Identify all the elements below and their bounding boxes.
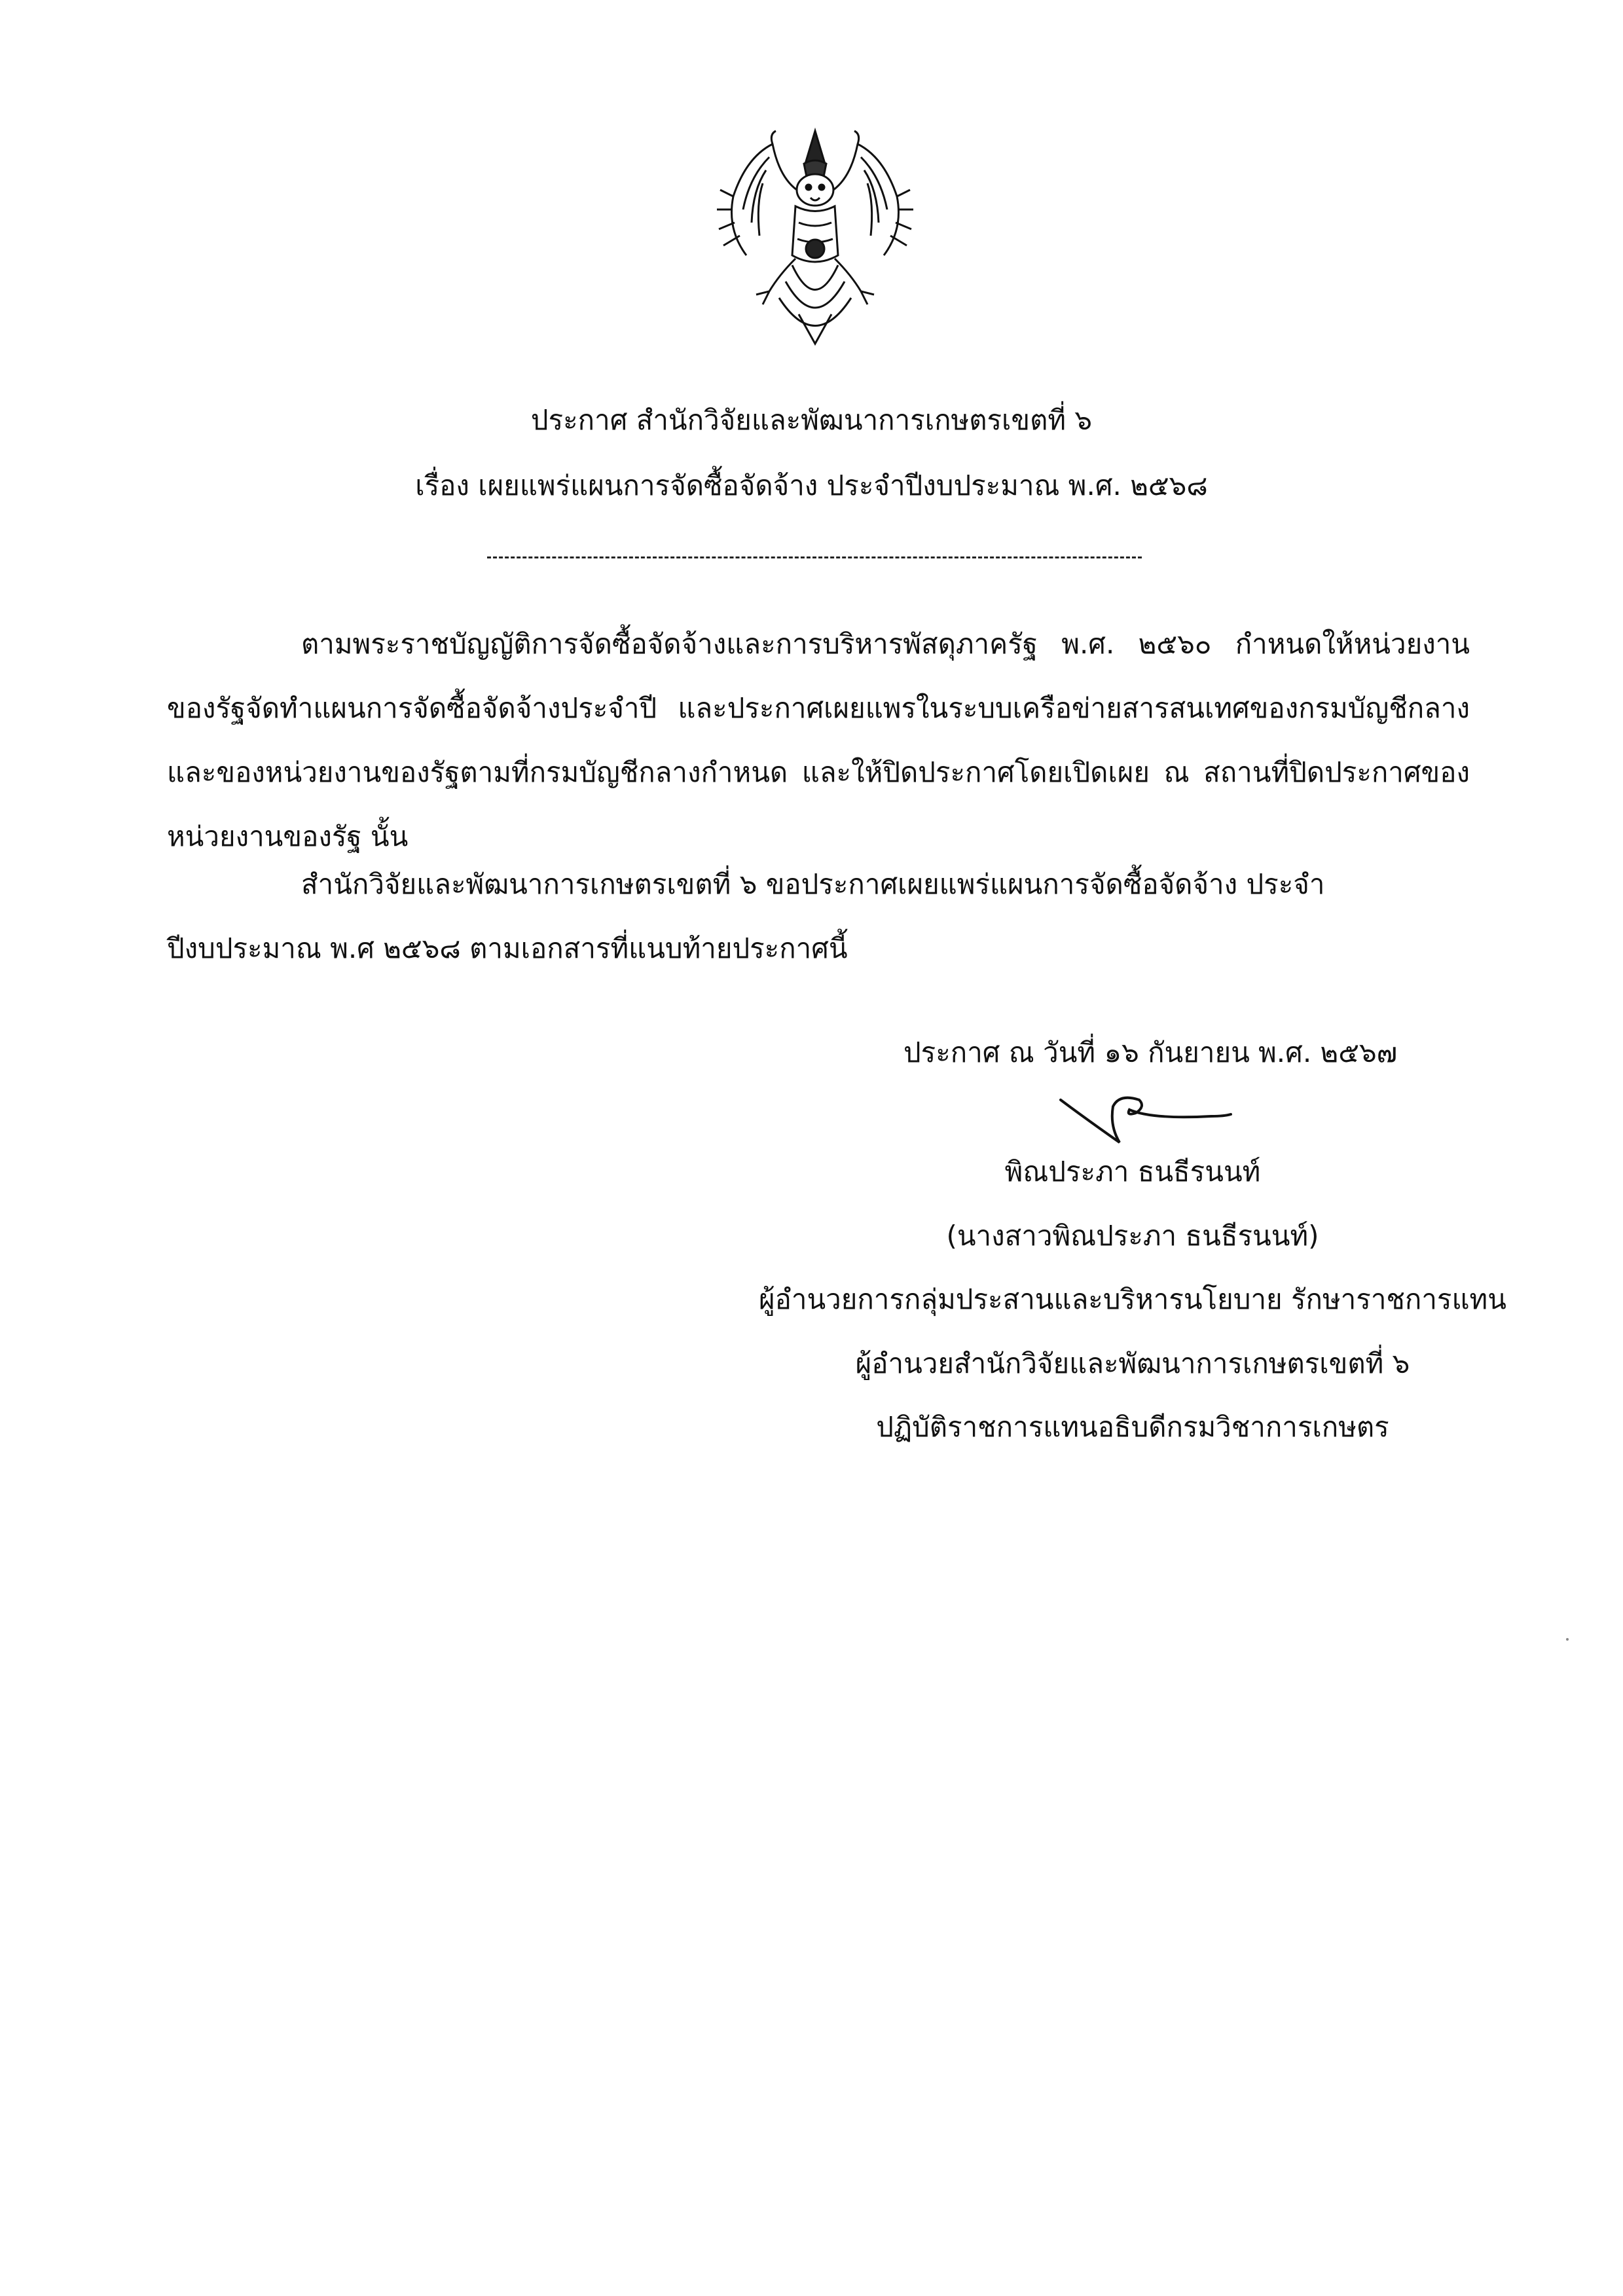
- signer-position-2: ผู้อำนวยสำนักวิจัยและพัฒนาการเกษตรเขตที่ ๖: [855, 1347, 1410, 1379]
- handwritten-signature: [1048, 1080, 1244, 1152]
- announcement-subject: เรื่อง เผยแพร่แผนการจัดซื้อจัดจ้าง ประจำปีงบประมาณ พ.ศ. ๒๕๖๘: [415, 469, 1208, 501]
- announcement-title: ประกาศ สำนักวิจัยและพัฒนาการเกษตรเขตที่ ๖: [530, 404, 1093, 436]
- announcement-date: ประกาศ ณ วันที่ ๑๖ กันยายน พ.ศ. ๒๕๖๗: [903, 1036, 1398, 1068]
- signer-position-3: ปฏิบัติราชการแทนอธิบดีกรมวิชาการเกษตร: [876, 1411, 1389, 1443]
- garuda-emblem-icon: [707, 118, 923, 360]
- signer-full-name: (นางสาวพิณประภา ธนธีรนนท์): [946, 1220, 1319, 1252]
- signer-position-1: ผู้อำนวยการกลุ่มประสานและบริหารนโยบาย รักษาราชการแทน: [759, 1283, 1506, 1315]
- dashed-separator: [487, 556, 1142, 558]
- body-paragraph-2: สำนักวิจัยและพัฒนาการเกษตรเขตที่ ๖ ขอประกาศเผยแพร่แผนการจัดซื้อจัดจ้าง ประจำปีงบประมาณ พ.ศ ๒๕๖๘ ตามเอกสารที่แนบท้ายประกาศนี้: [167, 868, 1325, 964]
- body-paragraph-1: ตามพระราชบัญญัติการจัดซื้อจัดจ้างและการบริหารพัสดุภาครัฐ พ.ศ. ๒๕๖๐ กำหนดให้หน่วยงานของรัฐจัดทำแผนการจัดซื้อจัดจ้างประจำปี และประกาศเผยแพรในระบบเครือข่ายสารสนเทศของกรมบัญชีกลางและของหน่วยงานของรัฐตามที่กรมบัญชีกลางกำหนด และให้ปิดประกาศโดยเปิดเผย ณ สถานที่ปิดประกาศของหน่วยงานของรัฐ นั้น: [167, 628, 1470, 852]
- scan-speck: [1566, 1638, 1569, 1641]
- signer-name: พิณประภา ธนธีรนนท์: [1004, 1156, 1261, 1188]
